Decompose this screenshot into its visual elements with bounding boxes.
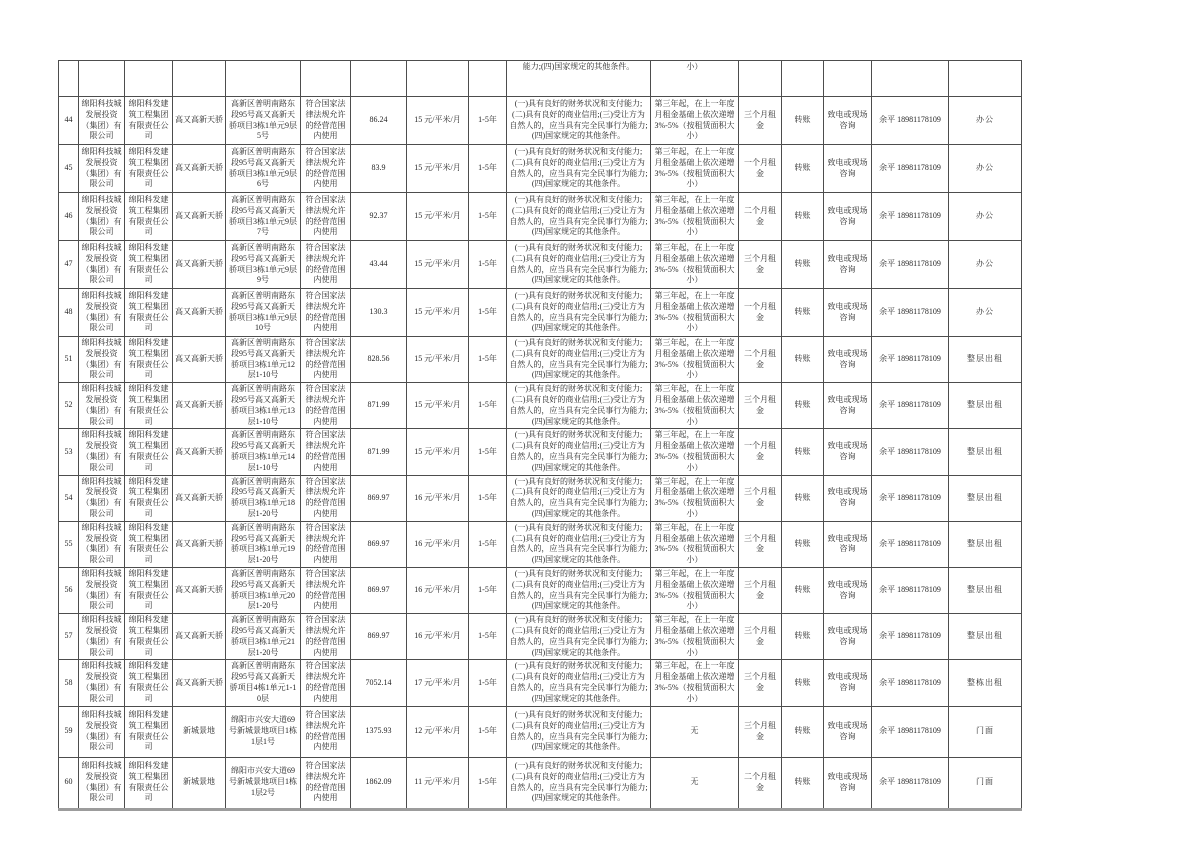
cell-scope: 符合国家法律法规允许的经营范围内使用 [301,706,351,757]
cell-term: 1-5年 [469,567,507,613]
cell-deposit: 三个月租金 [739,614,782,660]
cell-consult: 致电或现场咨询 [824,660,872,706]
cell-price: 16 元/平米/月 [407,614,469,660]
cell-payment: 转账 [782,383,824,429]
cell-project: 高又高新天骄 [173,475,226,521]
cell-consult: 致电或现场咨询 [824,383,872,429]
cell-increase: 无 [651,757,739,809]
cell-area: 86.24 [351,97,407,145]
cell-address: 高新区普明南路东段95号高又高新天骄项目3栋1单元9层6号 [226,145,301,193]
cell-operator: 绵阳科发建筑工程集团有限责任公司 [125,337,173,383]
cell-usage: 整栋出租 [949,660,1022,706]
cell-contact: 余平 18981178109 [872,289,949,337]
cell-project: 高又高新天骄 [173,521,226,567]
cell-price: 12 元/平米/月 [407,706,469,757]
cell-consult: 致电或现场咨询 [824,193,872,241]
cell-consult: 致电或现场咨询 [824,241,872,289]
cell-payment: 转账 [782,521,824,567]
cell-increase: 第三年起，在上一年度月租金基础上依次递增3%-5%（按租赁面积大小） [651,241,739,289]
cell-term: 1-5年 [469,337,507,383]
cell-operator [125,61,173,97]
cell-address: 高新区普明南路东段95号高又高新天骄项目3栋1单元9层5号 [226,97,301,145]
cell-consult: 致电或现场咨询 [824,289,872,337]
cell-contact: 余平 18981178109 [872,521,949,567]
cell-project: 高又高新天骄 [173,241,226,289]
cell-usage: 办公 [949,241,1022,289]
cell-conditions: (一)具有良好的财务状况和支付能力;(二)具有良好的商业信用;(三)受让方为自然人的，应当具有完全民事行为能力;(四)国家规定的其他条件。 [507,337,651,383]
cell-scope: 符合国家法律法规允许的经营范围内使用 [301,241,351,289]
cell-price: 15 元/平米/月 [407,337,469,383]
cell-conditions: (一)具有良好的财务状况和支付能力;(二)具有良好的商业信用;(三)受让方为自然人的，应当具有完全民事行为能力;(四)国家规定的其他条件。 [507,289,651,337]
cell-term: 1-5年 [469,757,507,809]
cell-price: 15 元/平米/月 [407,429,469,475]
cell-operator: 绵阳科发建筑工程集团有限责任公司 [125,614,173,660]
cell-no: 52 [59,383,79,429]
table-row [59,241,1022,289]
cell-project: 高又高新天骄 [173,660,226,706]
cell-deposit: 一个月租金 [739,289,782,337]
cell-deposit: 一个月租金 [739,145,782,193]
table-row [59,383,1022,429]
cell-address: 高新区普明南路东段95号高又高新天骄项目3栋1单元13层1-10号 [226,383,301,429]
cell-conditions: (一)具有良好的财务状况和支付能力;(二)具有良好的商业信用;(三)受让方为自然人的，应当具有完全民事行为能力;(四)国家规定的其他条件。 [507,706,651,757]
cell-usage: 办公 [949,145,1022,193]
cell-lessor: 绵阳科技城发展投资（集团）有限公司 [79,521,125,567]
cell-project: 高又高新天骄 [173,429,226,475]
cell-term: 1-5年 [469,383,507,429]
cell-conditions: 能力;(四)国家规定的其他条件。 [507,61,651,97]
cell-no: 59 [59,706,79,757]
table-row [59,145,1022,193]
cell-no [59,61,79,97]
cell-conditions: (一)具有良好的财务状况和支付能力;(二)具有良好的商业信用;(三)受让方为自然人的，应当具有完全民事行为能力;(四)国家规定的其他条件。 [507,193,651,241]
cell-operator: 绵阳科发建筑工程集团有限责任公司 [125,383,173,429]
cell-area: 1375.93 [351,706,407,757]
listing-table-body [59,61,1022,810]
cell-conditions: (一)具有良好的财务状况和支付能力;(二)具有良好的商业信用;(三)受让方为自然人的，应当具有完全民事行为能力;(四)国家规定的其他条件。 [507,567,651,613]
cell-usage: 整层出租 [949,614,1022,660]
cell-conditions: (一)具有良好的财务状况和支付能力;(二)具有良好的商业信用;(三)受让方为自然人的，应当具有完全民事行为能力;(四)国家规定的其他条件。 [507,475,651,521]
cell-no: 58 [59,660,79,706]
table-row [59,757,1022,809]
cell-scope: 符合国家法律法规允许的经营范围内使用 [301,429,351,475]
cell-area: 92.37 [351,193,407,241]
cell-project [173,61,226,97]
cell-deposit: 三个月租金 [739,521,782,567]
cell-deposit: 二个月租金 [739,193,782,241]
cell-contact: 余平 18981178109 [872,660,949,706]
cell-price: 16 元/平米/月 [407,521,469,567]
cell-consult: 致电或现场咨询 [824,521,872,567]
cell-term: 1-5年 [469,145,507,193]
cell-lessor: 绵阳科技城发展投资（集团）有限公司 [79,97,125,145]
cell-consult: 致电或现场咨询 [824,337,872,383]
cell-deposit: 一个月租金 [739,429,782,475]
cell-no: 54 [59,475,79,521]
cell-address: 高新区普明南路东段95号高又高新天骄项目3栋1单元9层9号 [226,241,301,289]
cell-no: 53 [59,429,79,475]
cell-address: 高新区普明南路东段95号高又高新天骄项目3栋1单元9层7号 [226,193,301,241]
cell-operator: 绵阳科发建筑工程集团有限责任公司 [125,567,173,613]
cell-payment: 转账 [782,567,824,613]
cell-conditions: (一)具有良好的财务状况和支付能力;(二)具有良好的商业信用;(三)受让方为自然人的，应当具有完全民事行为能力;(四)国家规定的其他条件。 [507,145,651,193]
cell-consult: 致电或现场咨询 [824,706,872,757]
cell-deposit [739,61,782,97]
cell-area: 83.9 [351,145,407,193]
cell-area: 871.99 [351,383,407,429]
cell-address: 高新区普明南路东段95号高又高新天骄项目3栋1单元9层10号 [226,289,301,337]
cell-address: 高新区普明南路东段95号高又高新天骄项目4栋1单元1-10层 [226,660,301,706]
cell-consult [824,61,872,97]
cell-lessor: 绵阳科技城发展投资（集团）有限公司 [79,757,125,809]
cell-area: 869.97 [351,521,407,567]
cell-usage: 整层出租 [949,383,1022,429]
cell-project: 高又高新天骄 [173,193,226,241]
cell-scope: 符合国家法律法规允许的经营范围内使用 [301,97,351,145]
cell-area: 869.97 [351,475,407,521]
cell-usage: 办公 [949,289,1022,337]
cell-operator: 绵阳科发建筑工程集团有限责任公司 [125,475,173,521]
cell-operator: 绵阳科发建筑工程集团有限责任公司 [125,193,173,241]
cell-operator: 绵阳科发建筑工程集团有限责任公司 [125,429,173,475]
cell-lessor [79,61,125,97]
cell-scope: 符合国家法律法规允许的经营范围内使用 [301,567,351,613]
cell-term: 1-5年 [469,660,507,706]
cell-price: 15 元/平米/月 [407,97,469,145]
cell-conditions: (一)具有良好的财务状况和支付能力;(二)具有良好的商业信用;(三)受让方为自然人的，应当具有完全民事行为能力;(四)国家规定的其他条件。 [507,521,651,567]
cell-deposit: 三个月租金 [739,660,782,706]
cell-price: 15 元/平米/月 [407,289,469,337]
table-row [59,475,1022,521]
cell-project: 新城景地 [173,757,226,809]
cell-term: 1-5年 [469,289,507,337]
cell-no: 55 [59,521,79,567]
cell-payment: 转账 [782,429,824,475]
cell-contact: 余平 18981178109 [872,337,949,383]
cell-conditions: (一)具有良好的财务状况和支付能力;(二)具有良好的商业信用;(三)受让方为自然人的，应当具有完全民事行为能力;(四)国家规定的其他条件。 [507,241,651,289]
cell-payment: 转账 [782,193,824,241]
cell-area: 43.44 [351,241,407,289]
cell-usage: 办公 [949,193,1022,241]
cell-project: 高又高新天骄 [173,567,226,613]
table-row [59,289,1022,337]
cell-contact: 余平 18981178109 [872,429,949,475]
cell-deposit: 三个月租金 [739,706,782,757]
cell-price: 15 元/平米/月 [407,193,469,241]
cell-conditions: (一)具有良好的财务状况和支付能力;(二)具有良好的商业信用;(三)受让方为自然人的，应当具有完全民事行为能力;(四)国家规定的其他条件。 [507,97,651,145]
cell-increase: 第三年起，在上一年度月租金基础上依次递增3%-5%（按租赁面积大小） [651,337,739,383]
table-row [59,429,1022,475]
cell-contact [872,61,949,97]
cell-lessor: 绵阳科技城发展投资（集团）有限公司 [79,337,125,383]
cell-payment: 转账 [782,145,824,193]
cell-contact: 余平 18981178109 [872,475,949,521]
cell-usage: 整层出租 [949,475,1022,521]
cell-no: 48 [59,289,79,337]
cell-deposit: 三个月租金 [739,567,782,613]
cell-term: 1-5年 [469,521,507,567]
cell-operator: 绵阳科发建筑工程集团有限责任公司 [125,757,173,809]
cell-conditions: (一)具有良好的财务状况和支付能力;(二)具有良好的商业信用;(三)受让方为自然人的，应当具有完全民事行为能力;(四)国家规定的其他条件。 [507,757,651,809]
cell-project: 高又高新天骄 [173,289,226,337]
cell-increase: 第三年起，在上一年度月租金基础上依次递增3%-5%（按租赁面积大小） [651,660,739,706]
cell-increase: 第三年起，在上一年度月租金基础上依次递增3%-5%（按租赁面积大小） [651,145,739,193]
cell-scope: 符合国家法律法规允许的经营范围内使用 [301,193,351,241]
table-row [59,614,1022,660]
cell-scope: 符合国家法律法规允许的经营范围内使用 [301,145,351,193]
cell-term: 1-5年 [469,429,507,475]
cell-address: 高新区普明南路东段95号高又高新天骄项目3栋1单元19层1-20号 [226,521,301,567]
cell-payment: 转账 [782,97,824,145]
cell-no: 45 [59,145,79,193]
cell-consult: 致电或现场咨询 [824,475,872,521]
cell-payment: 转账 [782,337,824,383]
cell-project: 高又高新天骄 [173,145,226,193]
cell-project: 高又高新天骄 [173,614,226,660]
cell-consult: 致电或现场咨询 [824,429,872,475]
cell-usage: 门面 [949,757,1022,809]
cell-area: 1862.09 [351,757,407,809]
cell-increase: 第三年起，在上一年度月租金基础上依次递增3%-5%（按租赁面积大小） [651,567,739,613]
cell-scope [301,61,351,97]
cell-contact: 余平 18981178109 [872,241,949,289]
table-row [59,193,1022,241]
cell-price: 15 元/平米/月 [407,145,469,193]
cell-project: 高又高新天骄 [173,337,226,383]
table-row [59,521,1022,567]
cell-operator: 绵阳科发建筑工程集团有限责任公司 [125,521,173,567]
cell-scope: 符合国家法律法规允许的经营范围内使用 [301,289,351,337]
cell-contact: 余平 18981178109 [872,567,949,613]
cell-usage: 办公 [949,97,1022,145]
cell-scope: 符合国家法律法规允许的经营范围内使用 [301,383,351,429]
table-row-partial [59,61,1022,97]
cell-consult: 致电或现场咨询 [824,567,872,613]
cell-contact: 余平 18981178109 [872,706,949,757]
cell-price: 16 元/平米/月 [407,475,469,521]
cell-no: 57 [59,614,79,660]
cell-lessor: 绵阳科技城发展投资（集团）有限公司 [79,429,125,475]
cell-increase: 小） [651,61,739,97]
table-sheet [58,60,1022,811]
cell-deposit: 三个月租金 [739,241,782,289]
rental-listing-table [58,60,1022,811]
cell-project: 高又高新天骄 [173,383,226,429]
cell-price: 11 元/平米/月 [407,757,469,809]
cell-increase: 第三年起，在上一年度月租金基础上依次递增3%-5%（按租赁面积大小） [651,97,739,145]
cell-project: 新城景地 [173,706,226,757]
cell-term: 1-5年 [469,193,507,241]
cell-increase: 第三年起，在上一年度月租金基础上依次递增3%-5%（按租赁面积大小） [651,289,739,337]
cell-payment: 转账 [782,475,824,521]
cell-address: 高新区普明南路东段95号高又高新天骄项目3栋1单元20层1-20号 [226,567,301,613]
cell-operator: 绵阳科发建筑工程集团有限责任公司 [125,706,173,757]
cell-payment: 转账 [782,289,824,337]
cell-area: 130.3 [351,289,407,337]
cell-payment: 转账 [782,706,824,757]
cell-lessor: 绵阳科技城发展投资（集团）有限公司 [79,567,125,613]
cell-consult: 致电或现场咨询 [824,757,872,809]
cell-operator: 绵阳科发建筑工程集团有限责任公司 [125,97,173,145]
cell-term: 1-5年 [469,97,507,145]
cell-address: 高新区普明南路东段95号高又高新天骄项目3栋1单元14层1-10号 [226,429,301,475]
cell-price [407,61,469,97]
cell-payment: 转账 [782,757,824,809]
cell-contact: 余平 18981178109 [872,145,949,193]
cell-increase: 第三年起，在上一年度月租金基础上依次递增3%-5%（按租赁面积大小） [651,614,739,660]
cell-lessor: 绵阳科技城发展投资（集团）有限公司 [79,660,125,706]
table-row [59,97,1022,145]
cell-term: 1-5年 [469,475,507,521]
cell-price: 16 元/平米/月 [407,567,469,613]
cell-no: 60 [59,757,79,809]
cell-scope: 符合国家法律法规允许的经营范围内使用 [301,660,351,706]
cell-deposit: 二个月租金 [739,757,782,809]
cell-increase: 第三年起，在上一年度月租金基础上依次递增3%-5%（按租赁面积大小） [651,475,739,521]
table-row [59,706,1022,757]
table-row [59,567,1022,613]
cell-payment: 转账 [782,614,824,660]
cell-area: 869.97 [351,614,407,660]
cell-deposit: 三个月租金 [739,97,782,145]
cell-term: 1-5年 [469,614,507,660]
cell-project: 高又高新天骄 [173,97,226,145]
cell-usage: 门面 [949,706,1022,757]
cell-usage [949,61,1022,97]
cell-operator: 绵阳科发建筑工程集团有限责任公司 [125,289,173,337]
cell-term: 1-5年 [469,706,507,757]
cell-scope: 符合国家法律法规允许的经营范围内使用 [301,757,351,809]
cell-scope: 符合国家法律法规允许的经营范围内使用 [301,521,351,567]
cell-conditions: (一)具有良好的财务状况和支付能力;(二)具有良好的商业信用;(三)受让方为自然人的，应当具有完全民事行为能力;(四)国家规定的其他条件。 [507,383,651,429]
cell-deposit: 三个月租金 [739,475,782,521]
cell-address: 绵阳市兴安大道69号新城景地项目1栋1层1号 [226,706,301,757]
cell-usage: 整层出租 [949,429,1022,475]
cell-usage: 整层出租 [949,521,1022,567]
cell-increase: 第三年起，在上一年度月租金基础上依次递增3%-5%（按租赁面积大小） [651,429,739,475]
cell-conditions: (一)具有良好的财务状况和支付能力;(二)具有良好的商业信用;(三)受让方为自然人的，应当具有完全民事行为能力;(四)国家规定的其他条件。 [507,660,651,706]
cell-no: 44 [59,97,79,145]
cell-consult: 致电或现场咨询 [824,614,872,660]
cell-usage: 整层出租 [949,567,1022,613]
cell-lessor: 绵阳科技城发展投资（集团）有限公司 [79,145,125,193]
cell-conditions: (一)具有良好的财务状况和支付能力;(二)具有良好的商业信用;(三)受让方为自然人的，应当具有完全民事行为能力;(四)国家规定的其他条件。 [507,429,651,475]
cell-no: 46 [59,193,79,241]
cell-area: 871.99 [351,429,407,475]
cell-address: 高新区普明南路东段95号高又高新天骄项目3栋1单元12层1-10号 [226,337,301,383]
cell-usage: 整层出租 [949,337,1022,383]
cell-contact: 余平 18981178109 [872,757,949,809]
cell-deposit: 三个月租金 [739,383,782,429]
cell-lessor: 绵阳科技城发展投资（集团）有限公司 [79,383,125,429]
cell-lessor: 绵阳科技城发展投资（集团）有限公司 [79,193,125,241]
cell-contact: 余平 18981178109 [872,383,949,429]
cell-address: 高新区普明南路东段95号高又高新天骄项目3栋1单元21层1-20号 [226,614,301,660]
cell-increase: 第三年起，在上一年度月租金基础上依次递增3%-5%（按租赁面积大小） [651,383,739,429]
cell-term: 1-5年 [469,241,507,289]
cell-payment: 转账 [782,241,824,289]
cell-scope: 符合国家法律法规允许的经营范围内使用 [301,475,351,521]
cell-payment: 转账 [782,660,824,706]
cell-operator: 绵阳科发建筑工程集团有限责任公司 [125,660,173,706]
cell-contact: 余平 18981178109 [872,97,949,145]
cell-consult: 致电或现场咨询 [824,97,872,145]
cell-address: 高新区普明南路东段95号高又高新天骄项目3栋1单元18层1-20号 [226,475,301,521]
cell-contact: 余平 18981178109 [872,193,949,241]
cell-term [469,61,507,97]
cell-area: 7052.14 [351,660,407,706]
cell-scope: 符合国家法律法规允许的经营范围内使用 [301,337,351,383]
cell-lessor: 绵阳科技城发展投资（集团）有限公司 [79,614,125,660]
cell-lessor: 绵阳科技城发展投资（集团）有限公司 [79,241,125,289]
cell-no: 47 [59,241,79,289]
cell-lessor: 绵阳科技城发展投资（集团）有限公司 [79,475,125,521]
cell-payment [782,61,824,97]
cell-contact: 余平 18981178109 [872,614,949,660]
cell-lessor: 绵阳科技城发展投资（集团）有限公司 [79,289,125,337]
cell-address: 绵阳市兴安大道69号新城景地项目1栋1层2号 [226,757,301,809]
cell-increase: 第三年起，在上一年度月租金基础上依次递增3%-5%（按租赁面积大小） [651,193,739,241]
cell-increase: 无 [651,706,739,757]
cell-increase: 第三年起，在上一年度月租金基础上依次递增3%-5%（按租赁面积大小） [651,521,739,567]
cell-price: 15 元/平米/月 [407,383,469,429]
cell-consult: 致电或现场咨询 [824,145,872,193]
cell-address [226,61,301,97]
cell-lessor: 绵阳科技城发展投资（集团）有限公司 [79,706,125,757]
cell-conditions: (一)具有良好的财务状况和支付能力;(二)具有良好的商业信用;(三)受让方为自然人的，应当具有完全民事行为能力;(四)国家规定的其他条件。 [507,614,651,660]
cell-area: 828.56 [351,337,407,383]
cell-area: 869.97 [351,567,407,613]
cell-operator: 绵阳科发建筑工程集团有限责任公司 [125,241,173,289]
cell-operator: 绵阳科发建筑工程集团有限责任公司 [125,145,173,193]
cell-price: 15 元/平米/月 [407,241,469,289]
cell-price: 17 元/平米/月 [407,660,469,706]
table-row [59,337,1022,383]
cell-no: 51 [59,337,79,383]
cell-deposit: 二个月租金 [739,337,782,383]
cell-area [351,61,407,97]
cell-scope: 符合国家法律法规允许的经营范围内使用 [301,614,351,660]
table-row [59,660,1022,706]
cell-no: 56 [59,567,79,613]
